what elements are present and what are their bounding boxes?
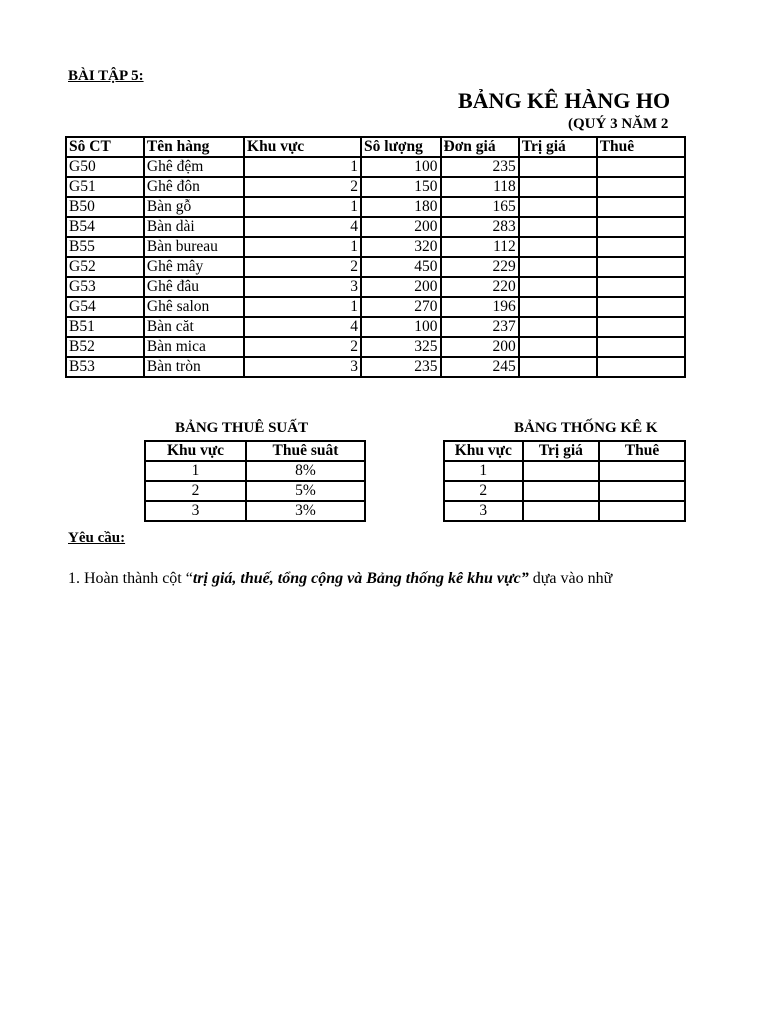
requirements-label: Yêu cầu: (68, 530, 126, 546)
table-cell[interactable]: G52 (66, 257, 144, 277)
column-header: Trị giá (523, 441, 600, 461)
table-cell[interactable]: B55 (66, 237, 144, 257)
table-cell[interactable] (597, 317, 685, 337)
table-cell[interactable]: 150 (361, 177, 440, 197)
table-cell[interactable] (519, 297, 597, 317)
column-header: Khu vực (444, 441, 523, 461)
table-cell[interactable]: 2 (444, 481, 523, 501)
table-cell[interactable] (597, 177, 685, 197)
table-row (66, 177, 685, 197)
column-header: Tên hàng (144, 137, 244, 157)
table-cell[interactable]: 165 (441, 197, 519, 217)
document-title: BẢNG KÊ HÀNG HO (458, 88, 671, 113)
table-row (444, 461, 685, 481)
table-cell[interactable]: 180 (361, 197, 440, 217)
table-cell[interactable]: 2 (244, 257, 361, 277)
table-cell[interactable]: Bàn căt (144, 317, 244, 337)
table-row (145, 461, 365, 481)
table-cell[interactable]: 4 (244, 317, 361, 337)
table-cell[interactable]: 1 (145, 461, 246, 481)
table-cell[interactable]: 2 (244, 337, 361, 357)
column-header: Đơn giá (441, 137, 519, 157)
table-cell[interactable] (597, 257, 685, 277)
column-header: Sô lượng (361, 137, 440, 157)
table-cell[interactable] (597, 337, 685, 357)
table-cell[interactable]: 196 (441, 297, 519, 317)
region-stats-table-title: BẢNG THỐNG KÊ K (514, 420, 658, 436)
table-row (145, 481, 365, 501)
table-cell[interactable]: 3 (145, 501, 246, 521)
table-cell[interactable] (519, 337, 597, 357)
table-cell[interactable] (519, 197, 597, 217)
table-cell[interactable] (519, 217, 597, 237)
table-cell[interactable]: G51 (66, 177, 144, 197)
table-cell[interactable]: 2 (244, 177, 361, 197)
table-cell[interactable] (519, 237, 597, 257)
task-emphasis: trị giá, thuế, tổng cộng và Bảng thống kê khu vực” (192, 570, 529, 587)
table-cell[interactable]: 235 (441, 157, 519, 177)
table-cell[interactable]: 3 (244, 277, 361, 297)
region-stats-table (443, 440, 686, 522)
table-cell[interactable]: 1 (444, 461, 523, 481)
table-cell[interactable]: Ghê đâu (144, 277, 244, 297)
task-prefix: 1. Hoàn thành cột “ (68, 570, 193, 587)
column-header: Khu vực (244, 137, 361, 157)
table-cell[interactable] (597, 217, 685, 237)
table-cell[interactable]: Bàn tròn (144, 357, 244, 377)
table-cell[interactable]: B52 (66, 337, 144, 357)
table-cell[interactable]: 200 (441, 337, 519, 357)
table-cell[interactable]: Bàn dài (144, 217, 244, 237)
table-row (66, 237, 685, 257)
table-row (66, 317, 685, 337)
table-cell[interactable] (519, 177, 597, 197)
table-cell[interactable]: 1 (244, 157, 361, 177)
table-cell[interactable]: 229 (441, 257, 519, 277)
table-cell[interactable]: 100 (361, 157, 440, 177)
column-header: Khu vực (145, 441, 246, 461)
table-cell[interactable]: Bàn gỗ (144, 197, 244, 217)
table-row (444, 501, 685, 521)
table-cell[interactable]: B51 (66, 317, 144, 337)
table-cell[interactable] (597, 237, 685, 257)
column-header: Sô CT (66, 137, 144, 157)
table-cell[interactable]: 1 (244, 197, 361, 217)
column-header: Trị giá (519, 137, 597, 157)
table-cell[interactable]: 100 (361, 317, 440, 337)
table-row (66, 257, 685, 277)
column-header: Thuê suât (246, 441, 365, 461)
table-cell[interactable]: 4 (244, 217, 361, 237)
table-cell[interactable] (523, 481, 600, 501)
table-cell[interactable]: 5% (246, 481, 365, 501)
table-cell[interactable]: 450 (361, 257, 440, 277)
table-cell[interactable]: 118 (441, 177, 519, 197)
table-cell[interactable]: G53 (66, 277, 144, 297)
table-cell[interactable] (519, 257, 597, 277)
table-cell[interactable]: 200 (361, 217, 440, 237)
table-cell[interactable]: 235 (361, 357, 440, 377)
table-cell[interactable]: B53 (66, 357, 144, 377)
table-cell[interactable] (519, 357, 597, 377)
document-subtitle: (QUÝ 3 NĂM 2 (568, 116, 669, 132)
table-cell[interactable]: Bàn mica (144, 337, 244, 357)
table-cell[interactable]: 2 (145, 481, 246, 501)
table-cell[interactable] (523, 461, 600, 481)
table-cell[interactable]: 1 (244, 297, 361, 317)
table-cell[interactable] (597, 157, 685, 177)
table-row (66, 197, 685, 217)
table-row (66, 337, 685, 357)
table-cell[interactable]: B54 (66, 217, 144, 237)
table-row (66, 217, 685, 237)
table-cell[interactable] (519, 277, 597, 297)
table-cell[interactable]: Bàn bureau (144, 237, 244, 257)
table-cell[interactable]: 245 (441, 357, 519, 377)
table-cell[interactable]: 270 (361, 297, 440, 317)
table-cell[interactable]: 325 (361, 337, 440, 357)
tax-rate-table-title: BẢNG THUÊ SUẤT (175, 420, 309, 436)
table-cell[interactable]: 200 (361, 277, 440, 297)
table-cell[interactable]: 112 (441, 237, 519, 257)
table-cell[interactable] (597, 277, 685, 297)
table-cell[interactable]: 3 (244, 357, 361, 377)
table-cell[interactable] (599, 501, 685, 521)
column-header: Thuê (597, 137, 685, 157)
table-cell[interactable] (519, 317, 597, 337)
tax-rate-table (144, 440, 366, 522)
table-cell[interactable] (597, 357, 685, 377)
goods-table (65, 136, 686, 378)
table-cell[interactable]: 3% (246, 501, 365, 521)
table-cell[interactable]: 8% (246, 461, 365, 481)
table-cell[interactable] (523, 501, 600, 521)
table-cell[interactable]: G50 (66, 157, 144, 177)
table-cell[interactable]: 283 (441, 217, 519, 237)
table-cell[interactable] (597, 297, 685, 317)
task-suffix: dựa vào nhữ (528, 570, 613, 587)
table-cell[interactable]: G54 (66, 297, 144, 317)
table-cell[interactable]: Ghê đôn (144, 177, 244, 197)
table-row (66, 297, 685, 317)
table-cell[interactable] (599, 461, 685, 481)
table-cell[interactable]: B50 (66, 197, 144, 217)
table-cell[interactable]: 320 (361, 237, 440, 257)
table-row (66, 157, 685, 177)
table-row (66, 277, 685, 297)
table-row (444, 481, 685, 501)
table-cell[interactable]: 3 (444, 501, 523, 521)
column-header: Thuê (599, 441, 685, 461)
table-row (145, 501, 365, 521)
table-cell[interactable]: 1 (244, 237, 361, 257)
table-cell[interactable] (597, 197, 685, 217)
table-cell[interactable]: Ghê mây (144, 257, 244, 277)
table-cell[interactable]: Ghê salon (144, 297, 244, 317)
task-item (68, 570, 612, 588)
table-cell[interactable]: Ghê đệm (144, 157, 244, 177)
table-cell[interactable]: 237 (441, 317, 519, 337)
table-cell[interactable] (519, 157, 597, 177)
table-cell[interactable]: 220 (441, 277, 519, 297)
table-row (66, 357, 685, 377)
table-cell[interactable] (599, 481, 685, 501)
exercise-label: BÀI TẬP 5: (68, 68, 144, 84)
